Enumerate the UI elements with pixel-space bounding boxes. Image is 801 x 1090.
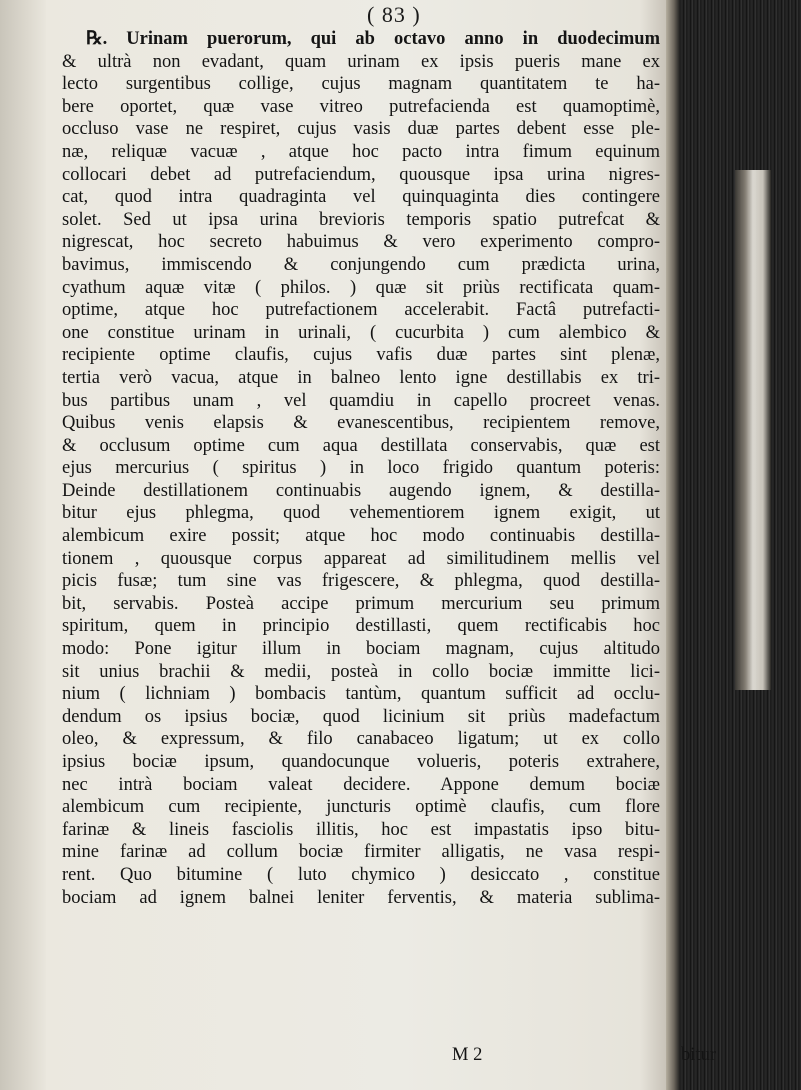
text-line: rent. Quo bitumine ( luto chymico ) desiccato , constitue <box>62 864 660 885</box>
text-line: ipsius bociæ ipsum, quandocunque volueris, poteris extrahere, <box>62 752 660 772</box>
text-line: bitur ejus phlegma, quod vehementiorem ignem exigit, ut <box>62 503 660 524</box>
text-line: mine farinæ ad collum bociæ firmiter alligatis, ne vasa respi- <box>62 842 660 863</box>
text-line: bus partibus unam , vel quamdiu in capello procreet venas. <box>62 390 660 411</box>
text-line: tertia verò vacua, atque in balneo lento igne destillabis ex tri- <box>62 367 660 388</box>
text-line: cyathum aquæ vitæ ( philos. ) quæ sit priùs rectificata quam- <box>62 277 660 298</box>
text-line: ℞. Urinam puerorum, qui ab octavo anno in duodecimum <box>86 29 660 49</box>
text-line: modo: Pone igitur illum in bociam magnam, cujus altitudo <box>62 639 660 660</box>
text-line: & ultrà non evadant, quam urinam ex ipsis pueris mane ex <box>62 51 660 72</box>
text-line: spiritum, quem in principio destillasti, quem rectificabis hoc <box>62 616 660 637</box>
text-line: nigrescat, hoc secreto habuimus & vero experimento compro- <box>62 232 660 253</box>
text-line: picis fusæ; tum sine vas frigescere, & phlegma, quod destilla- <box>62 571 660 592</box>
binding-gap-highlight <box>735 170 771 690</box>
left-page-edge <box>0 0 46 1090</box>
text-line: nium ( lichniam ) bombacis tantùm, quantum sufficit ad occlu- <box>62 684 660 705</box>
page-number: ( 83 ) <box>367 2 421 27</box>
text-line: recipiente optime claufis, cujus vafis duæ partes sint plenæ, <box>62 345 660 366</box>
text-line: Deinde destillationem continuabis augendo ignem, & destilla- <box>62 480 660 501</box>
text-line: cat, quod intra quadraginta vel quinquaginta dies contingere <box>62 187 660 208</box>
text-line: bit, servabis. Posteà accipe primum mercurium seu primum <box>62 593 660 614</box>
text-line: oleo, & expressum, & filo canabaceo ligatum; ut ex collo <box>62 729 660 750</box>
text-line: Quibus venis elapsis & evanescentibus, recipientem remove, <box>62 413 660 434</box>
text-line: collocari debet ad putrefaciendum, quousque ipsa urina nigres- <box>62 164 660 185</box>
text-line: dendum os ipsius bociæ, quod licinium sit priùs madefactum <box>62 706 660 727</box>
text-line: næ, reliquæ vacuæ , atque hoc pacto intra fimum equinum <box>62 141 660 162</box>
body-text <box>62 28 660 909</box>
book-binding-edge <box>666 0 801 1090</box>
text-line: solet. Sed ut ipsa urina brevioris temporis spatio putrefcat & <box>62 209 660 230</box>
text-line: nec intrà bociam valeat decidere. Appone demum bociæ <box>62 774 660 795</box>
text-line: one constitue urinam in urinali, ( cucurbita ) cum alembico & <box>62 322 660 343</box>
text-line: tionem , quousque corpus appareat ad similitudinem mellis vel <box>62 548 660 569</box>
page-footer <box>122 1045 716 1066</box>
text-line: alembicum exire possit; atque hoc modo continuabis destilla- <box>62 526 660 547</box>
text-line: ejus mercurius ( spiritus ) in loco frigido quantum poteris: <box>62 458 660 479</box>
text-line: farinæ & lineis fasciolis illitis, hoc est impastatis ipso bitu- <box>62 819 660 840</box>
signature-mark: M 2 <box>452 1045 483 1065</box>
text-line: optime, atque hoc putrefactionem accelerabit. Factâ putrefacti- <box>62 300 660 321</box>
text-line: occluso vase ne respiret, cujus vasis duæ partes debent esse ple- <box>62 119 660 140</box>
text-line: & occlusum optime cum aqua destillata conservabis, quæ est <box>62 435 660 456</box>
text-line: alembicum cum recipiente, juncturis optimè claufis, cum flore <box>62 797 660 818</box>
text-line: bere oportet, quæ vase vitreo putrefacienda est quamoptimè, <box>62 96 660 117</box>
book-page <box>62 0 716 1090</box>
text-line: bavimus, immiscendo & conjungendo cum prædicta urina, <box>62 254 660 275</box>
text-line: lecto surgentibus collige, cujus magnam quantitatem te ha- <box>62 74 660 95</box>
text-line: sit unius brachii & medii, posteà in collo bociæ immitte lici- <box>62 661 660 682</box>
catchword: bitur <box>681 1045 716 1065</box>
text-line: bociam ad ignem balnei leniter ferventis, & materia sublima- <box>62 887 660 908</box>
